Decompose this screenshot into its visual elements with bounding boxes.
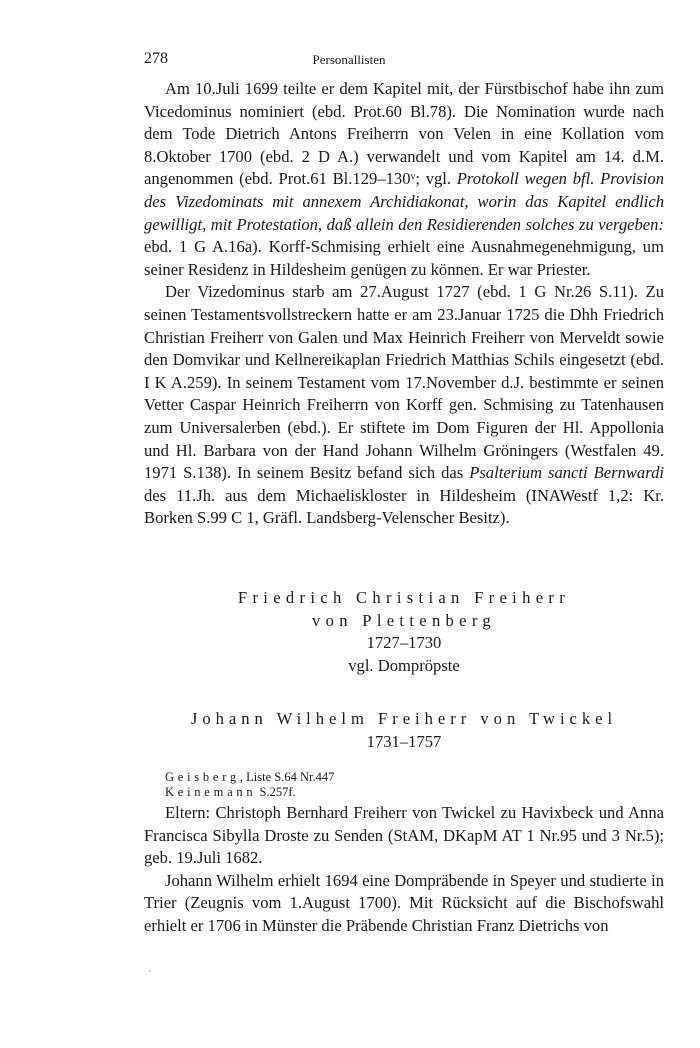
ref-author: Keinemann — [165, 785, 257, 799]
entry-heading-twickel — [144, 708, 664, 753]
paragraph-vicedominus-nomination — [144, 78, 664, 281]
paragraph-parents: Eltern: Christoph Bernhard Freiherr von Twickel zu Havixbeck und Anna Francisca Sibylla Droste zu Senden (StAM, DKapM AT 1 Nr.95 und 3 Nr.5); geb. 19.Juli 1682. — [144, 803, 664, 868]
entry-name-line-2: von Plettenberg — [312, 610, 496, 630]
text-run: Der Vizedominus starb am 27.August 1727 (ebd. 1 G Nr.26 S.11). Zu seinen Testamentsvollstreckern hatte er am 23.Januar 1725 die Dhh Friedrich Christian Freiherr von Galen und Max Heinrich Freiherr von Merveldt sowie den Domvikar und Kellnereikaplan Friedrich Matthias Schils eingesetzt (ebd. I K A.259). In seinem Testament vom 17.November d.J. bestimmte er seinen Vetter Caspar Heinrich Freiherrn von Korff gen. Schmising zu Tatenhausen zum Universalerben (ebd.). Er stiftete im Dom Figuren der Hl. Appollonia und Hl. Barbara von der Hand Johann Wilhelm Gröningers (Westfalen 49. 1971 S.138). In seinem Besitz befand sich das — [144, 282, 664, 483]
text-run: Am 10.Juli 1699 teilte er dem Kapitel mit, der Fürstbischof habe ihn zum Vicedominus nominiert (ebd. Prot.60 Bl.78). Die Nomination wurde nach dem Tode Dietrich Antons Freiherrn von Velen in eine Kollation vom 8.Oktober 1700 (ebd. 2 D A.) verwandelt und vom Kapitel am 14. d.M. angenommen (ebd. Prot.61 Bl.129–130ᵛ; vgl. — [144, 79, 664, 189]
running-title: Personallisten — [312, 52, 386, 67]
entry-heading-plettenberg — [144, 587, 664, 677]
ref-author: Geisberg — [165, 770, 240, 784]
ref-detail: S.257f. — [256, 785, 296, 799]
section-body — [144, 78, 664, 530]
ref-detail: , Liste S.64 Nr.447 — [239, 770, 335, 784]
entry-body — [144, 802, 664, 938]
scan-speck — [149, 970, 151, 972]
italic-quote-protocol: Protokoll wegen bfl. Provision des Vizedominats mit annexem Archidiakonat, worin das Kapitel endlich gewilligt, mit Protestation, daß allein den Residierenden solches zu vergeben: — [144, 169, 664, 234]
running-head — [144, 50, 554, 72]
text-run: ebd. 1 G A.16a). Korff-Schmising erhielt eine Ausnahmegenehmigung, um seiner Residenz in Hildesheim genügen zu können. Er war Priester. — [144, 237, 664, 279]
literature-references — [165, 770, 334, 800]
entry-name: Johann Wilhelm Freiherr von Twickel — [190, 709, 618, 728]
text-run: des 11.Jh. aus dem Michaeliskloster in Hildesheim (INAWestf 1,2: Kr. Borken S.99 C 1, Gräfl. Landsberg-Velenscher Besitz). — [144, 485, 664, 528]
entry-years: 1731–1757 — [366, 731, 442, 751]
paragraph-death-testament — [144, 281, 664, 530]
italic-title-psalterium: Psalterium sancti Bernwardi — [469, 463, 664, 483]
paragraph-career: Johann Wilhelm erhielt 1694 eine Dompräbende in Speyer und studierte in Trier (Zeugnis vom 1.August 1700). Mit Rücksicht auf die Bischofswahl erhielt er 1706 in Münster die Präbende Christian Franz Dietrichs von — [144, 870, 664, 935]
page-number: 278 — [144, 50, 168, 67]
literature-ref — [165, 770, 334, 785]
literature-ref — [165, 785, 334, 800]
entry-years: 1727–1730 — [366, 633, 442, 653]
entry-cross-reference: vgl. Dompröpste — [348, 655, 460, 675]
entry-name-line-1: Friedrich Christian Freiherr — [237, 588, 571, 607]
